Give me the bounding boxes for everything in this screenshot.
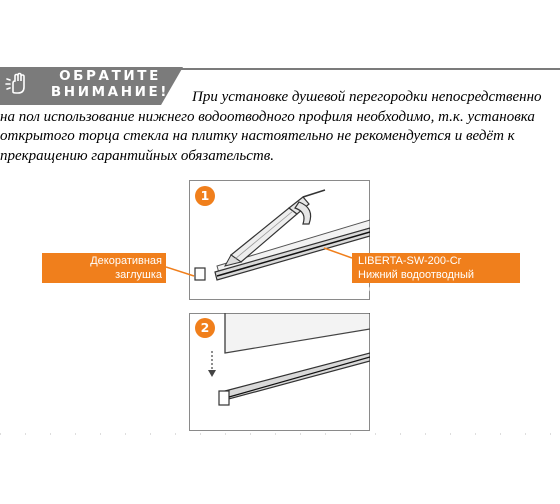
step1-illustration	[189, 180, 370, 300]
profile-callout-line1: LIBERTA-SW-200-Cr	[358, 255, 462, 267]
profile-callout-line2: Нижний водоотводный профиль	[358, 269, 475, 295]
step1-number: 1	[195, 186, 215, 206]
notice-line-1: При установке душевой перегородки непосредственно	[192, 89, 542, 105]
arrow-down-icon	[208, 351, 216, 377]
end-cap-callout	[42, 253, 166, 295]
profile-callout	[352, 253, 520, 295]
notice-line-4: прекращению гарантийных обязательств.	[0, 147, 274, 164]
bottom-profile	[225, 353, 370, 400]
attention-title-line1: ОБРАТИТЕ	[59, 68, 161, 84]
step2-number: 2	[195, 318, 215, 338]
cut-line	[0, 430, 560, 438]
end-cap-leader-line	[166, 262, 200, 282]
step2-illustration	[189, 313, 370, 431]
end-cap-callout-line2: профиля	[116, 283, 162, 295]
notice-text	[0, 88, 560, 166]
attention-title-line2: ВНИМАНИЕ!	[50, 84, 170, 100]
glass-panel	[225, 313, 370, 353]
notice-line-3: открытого торца стекла на плитку настоятельно не рекомендуется и ведёт к	[0, 128, 515, 144]
profile-leader-line	[320, 244, 354, 264]
end-cap-callout-line1: Декоративная заглушка	[90, 255, 162, 281]
notice-line-2: на пол использование нижнего водоотводного профиля необходимо, т.к. установка	[0, 108, 535, 125]
